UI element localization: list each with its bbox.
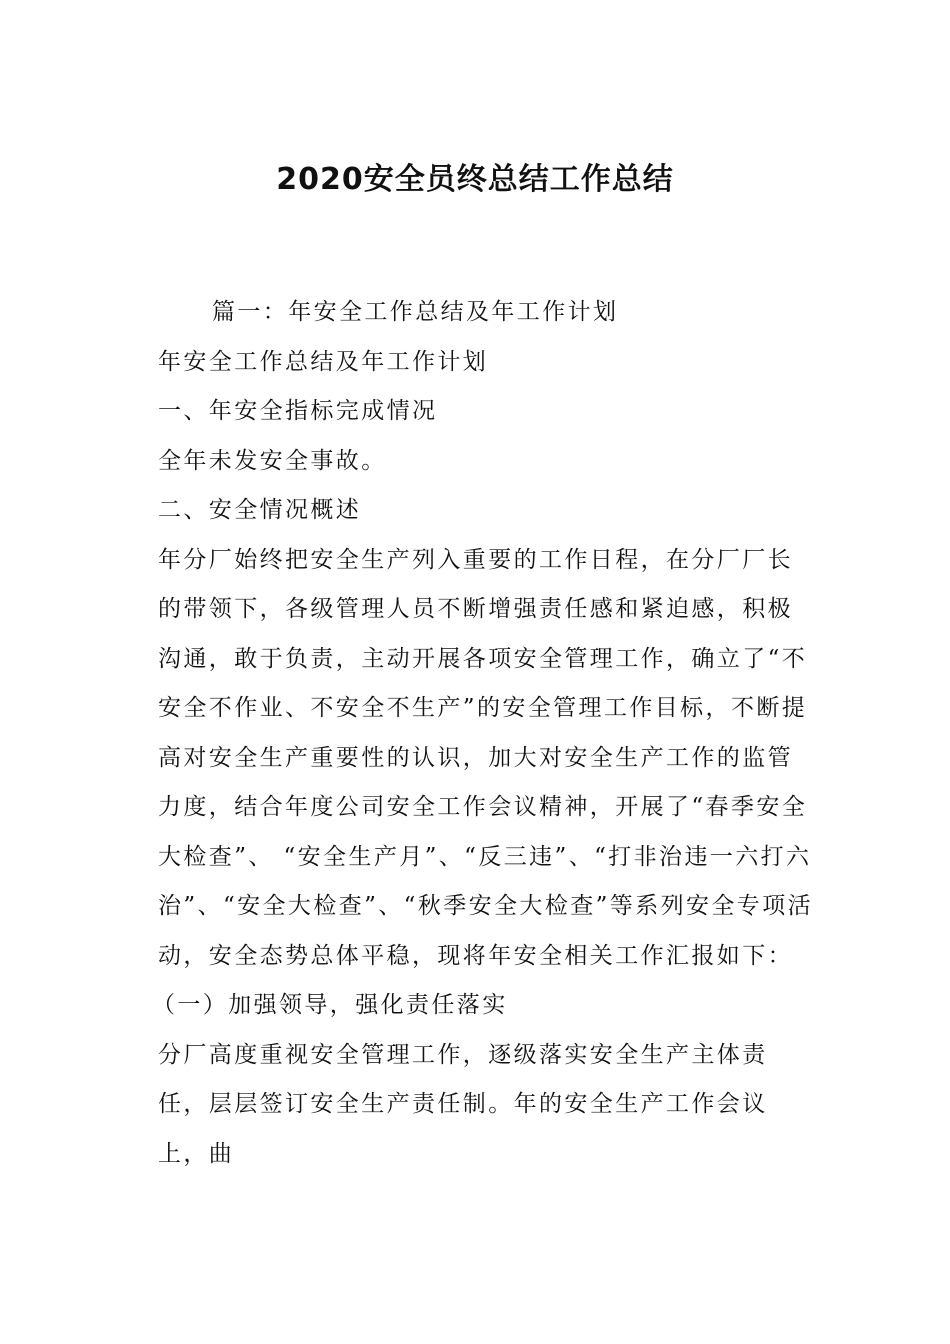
report-subtitle: 年安全工作总结及年工作计划 [158,348,489,375]
document-title: 2020安全员终总结工作总结 [276,162,674,197]
paragraph-overview: 年分厂始终把安全生产列入重要的工作日程，在分厂厂长的带领下，各级管理人员不断增强责任感和紧迫感，积极沟通，敢于负责，主动开展各项安全管理工作，确立了“不安全不作业、不安全不生产”的安全管理工作目标，不断提高对安全生产重要性的认识，加大对安全生产工作的监管力度，结合年度公司安全工作会议精神，开展了“春季安全大检查”、 “安全生产月”、“反三违”、“打非治违一六打六治”、“安全大检查”、“秋季安全大检查”等系列安全专项活动，安全态势总体平稳，现将年安全相关工作汇报如下： [158,546,813,969]
paragraph-no-accidents: 全年未发安全事故。 [158,447,387,474]
section-heading-part-one: 篇一：年安全工作总结及年工作计划 [212,299,619,325]
subsection-heading-leadership: （一）加强领导，强化责任落实 [152,992,508,1018]
section-heading-indicators: 一、年安全指标完成情况 [158,398,438,424]
section-heading-overview: 二、安全情况概述 [158,497,362,523]
paragraph-leadership: 分厂高度重视安全管理工作，逐级落实安全生产主体责任，层层签订安全生产责任制。年的安全生产工作会议上，曲 [158,1041,768,1167]
document-body [146,288,814,1179]
